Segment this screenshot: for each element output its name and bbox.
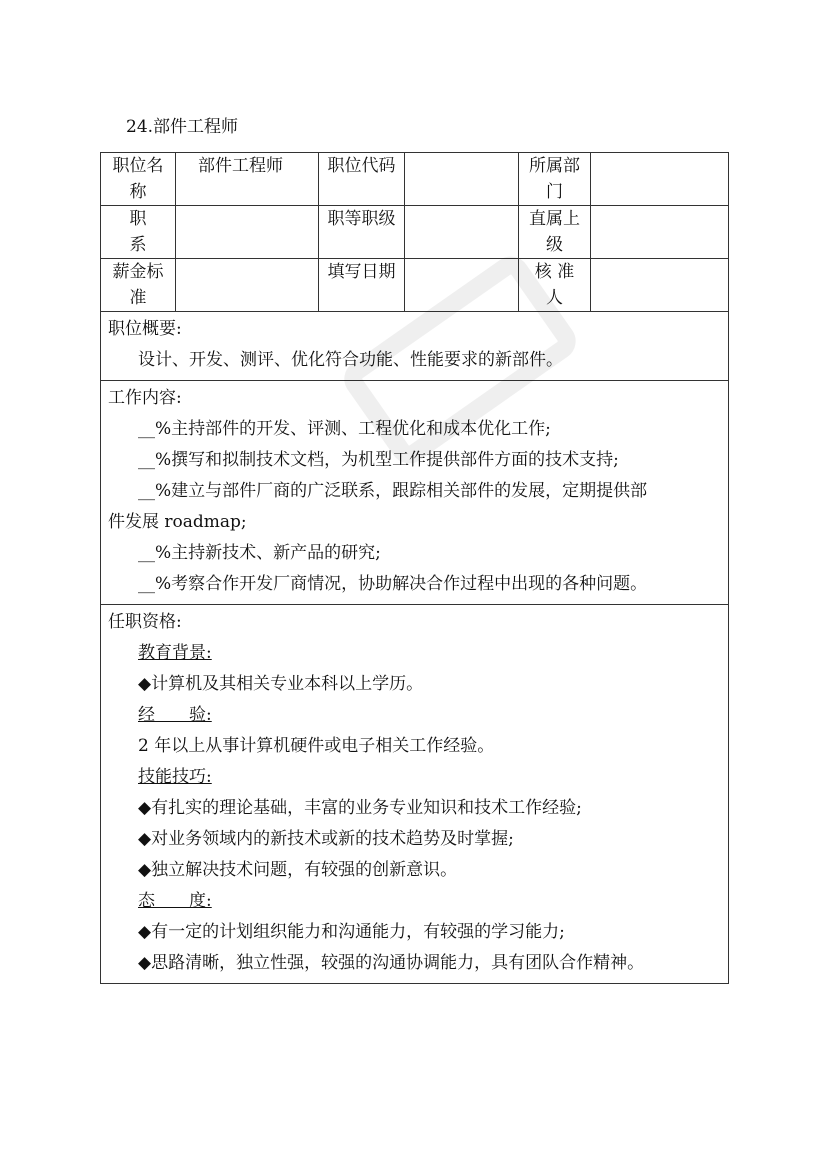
label-supervisor: 直属上级	[519, 206, 591, 259]
attitude-item: ◆思路清晰，独立性强，较强的沟通协调能力，具有团队合作精神。	[138, 953, 645, 973]
header-row-2	[101, 206, 729, 259]
label-approver: 核 准人	[519, 259, 591, 312]
summary-text: 设计、开发、测评、优化符合功能、性能要求的新部件。	[138, 350, 563, 370]
attitude-item: ◆有一定的计划组织能力和沟通能力，有较强的学习能力;	[138, 922, 565, 942]
qualification-section	[101, 605, 729, 984]
value-supervisor	[591, 206, 729, 259]
value-grade	[405, 206, 519, 259]
work-item-continuation: 件发展 roadmap;	[108, 512, 247, 532]
header-row-3	[101, 259, 729, 312]
work-section	[101, 381, 729, 605]
work-label: 工作内容:	[108, 388, 182, 408]
value-salary	[176, 259, 319, 312]
skill-item: ◆独立解决技术问题，有较强的创新意识。	[138, 860, 458, 880]
value-position-name: 部件工程师	[176, 153, 319, 206]
label-position-code: 职位代码	[319, 153, 405, 206]
skills-label: 技能技巧:	[138, 767, 212, 787]
job-description-table	[100, 152, 729, 984]
work-item: __%撰写和拟制技术文档，为机型工作提供部件方面的技术支持;	[138, 450, 619, 470]
label-salary: 薪金标准	[101, 259, 176, 312]
work-item: __%考察合作开发厂商情况，协助解决合作过程中出现的各种问题。	[138, 574, 648, 594]
experience-text: 2 年以上从事计算机硬件或电子相关工作经验。	[138, 736, 495, 756]
value-approver	[591, 259, 729, 312]
skill-item: ◆有扎实的理论基础，丰富的业务专业知识和技术工作经验;	[138, 798, 582, 818]
work-item: __%主持部件的开发、评测、工程优化和成本优化工作;	[138, 419, 551, 439]
label-department: 所属部门	[519, 153, 591, 206]
attitude-label: 态 度:	[138, 891, 212, 911]
summary-label: 职位概要:	[108, 319, 182, 339]
label-grade: 职等职级	[319, 206, 405, 259]
qualification-label: 任职资格:	[108, 612, 182, 632]
education-text: ◆计算机及其相关专业本科以上学历。	[138, 674, 424, 694]
experience-label: 经 验:	[138, 705, 212, 725]
label-job-family: 职系	[101, 206, 176, 259]
header-row-1	[101, 153, 729, 206]
label-fill-date: 填写日期	[319, 259, 405, 312]
work-item: __%建立与部件厂商的广泛联系，跟踪相关部件的发展，定期提供部	[138, 481, 648, 501]
value-fill-date	[405, 259, 519, 312]
label-position-name: 职位名称	[101, 153, 176, 206]
value-position-code	[405, 153, 519, 206]
summary-section	[101, 312, 729, 381]
work-item: __%主持新技术、新产品的研究;	[138, 543, 381, 563]
value-department	[591, 153, 729, 206]
skill-item: ◆对业务领域内的新技术或新的技术趋势及时掌握;	[138, 829, 514, 849]
value-job-family	[176, 206, 319, 259]
education-label: 教育背景:	[138, 643, 212, 663]
page-title: 24.部件工程师	[126, 117, 239, 137]
